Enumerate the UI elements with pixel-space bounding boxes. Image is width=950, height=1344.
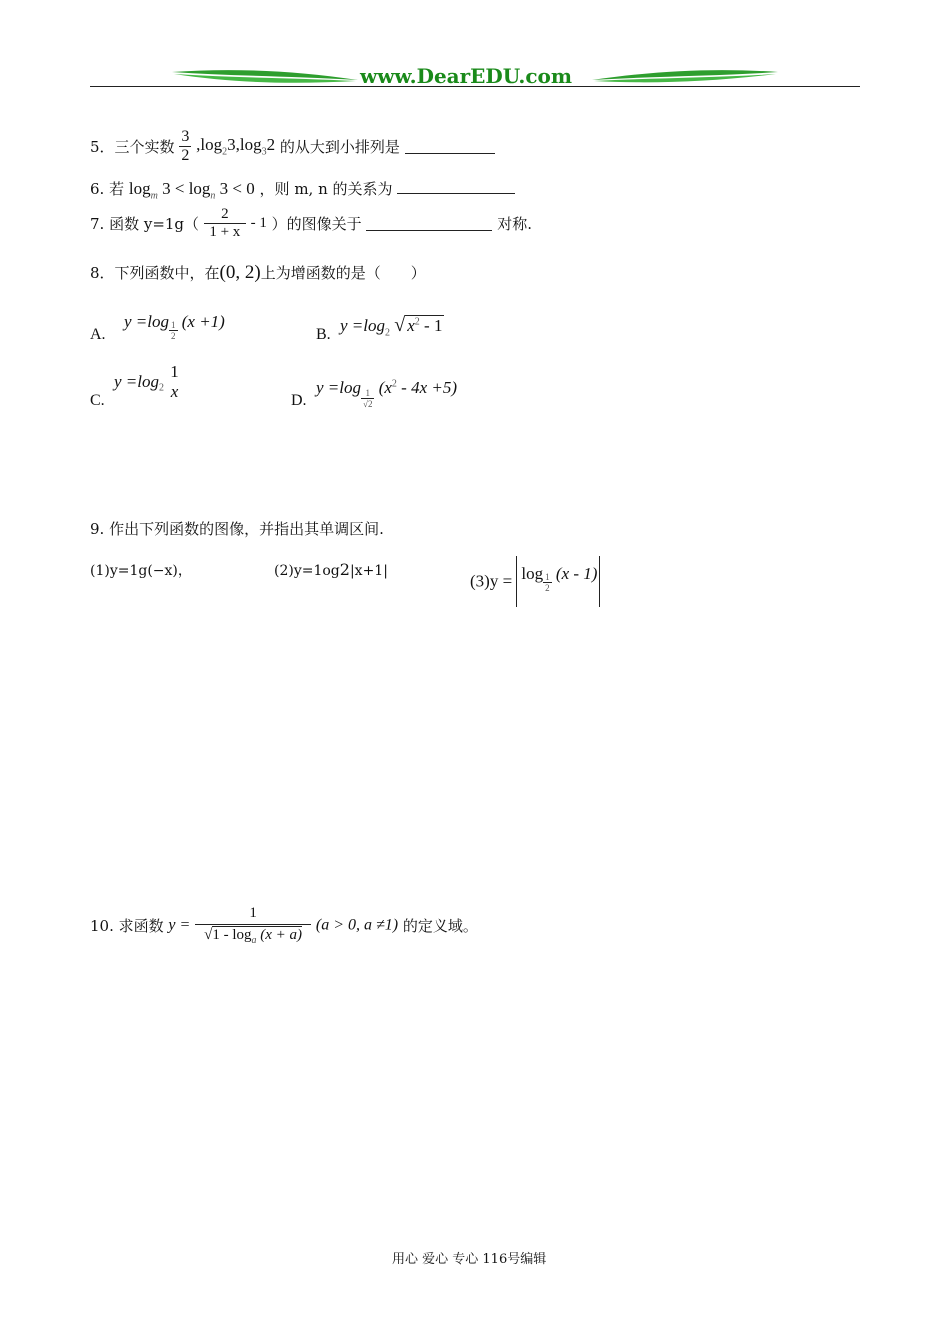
option-d-formula: y =log $\frac{1}{√2}$ $(x^2 - 4x +5)$ [316, 378, 458, 409]
option-b-formula: $y =\log_2$ √ $x^2 - 1$ [340, 314, 443, 339]
question-10: 10. 求函数 y = $\frac{1}{√1 - \log_a (x + a)}$ (a > 0, a ≠1) 的定义域。 [90, 905, 478, 946]
banner-swoosh-right [590, 66, 780, 86]
banner-swoosh-left [170, 66, 360, 86]
answer-blank-6[interactable] [397, 179, 515, 194]
question-5: 5．三个实数 $\frac{3}{2}$ $,\log_23,\log_32$ 的从大到小排列是 [90, 128, 495, 165]
inequality: $\log_m 3 < \log_n 3 < 0$ [128, 179, 255, 202]
option-c-label[interactable]: C. [90, 392, 105, 409]
option-a-label[interactable]: A. [90, 326, 106, 343]
question-9-part-2: (2)y=1og2|x+1| [274, 560, 388, 579]
option-a-formula: y =log $\frac{1}{2}$ (x +1) [124, 312, 225, 341]
answer-blank-5[interactable] [405, 139, 495, 154]
header-rule [90, 86, 860, 87]
fraction-2-over-1-plus-x: $\frac{2}{1 + x}$ [204, 206, 246, 241]
option-c-formula: $y =\log_2$ 1 x [114, 362, 179, 401]
question-9-part-1: (1)y=1g(−x)， [90, 563, 192, 579]
site-logo-text: www.DearEDU.com [360, 64, 573, 88]
question-6: 6. 若 $\log_m 3 < \log_n 3 < 0$ ，则 m, n 的关系为 [90, 178, 515, 201]
answer-blank-7[interactable] [366, 216, 492, 231]
option-b-label[interactable]: B. [316, 326, 331, 343]
question-9-part-3: (3)y = log $\frac{1}{2}$ (x - 1) [470, 556, 600, 607]
interval: (0, 2) [219, 262, 261, 283]
footer-text: 用心 爱心 专心 116号编辑 [392, 1252, 547, 1267]
log-terms: $,\log_23,\log_32$ [196, 135, 276, 158]
fraction-3-2: $\frac{3}{2}$ [181, 128, 190, 164]
question-8: 8．下列函数中，在(0, 2)上为增函数的是（ ） [90, 262, 426, 283]
header-banner [170, 62, 780, 92]
question-7: 7. 函数 y=1g（ $\frac{2}{1 + x}$ - 1 ）的图像关于 对称. [90, 206, 532, 240]
option-d-label[interactable]: D. [291, 392, 307, 409]
question-9-title: 9. 作出下列函数的图像，并指出其单调区间. [90, 520, 384, 538]
